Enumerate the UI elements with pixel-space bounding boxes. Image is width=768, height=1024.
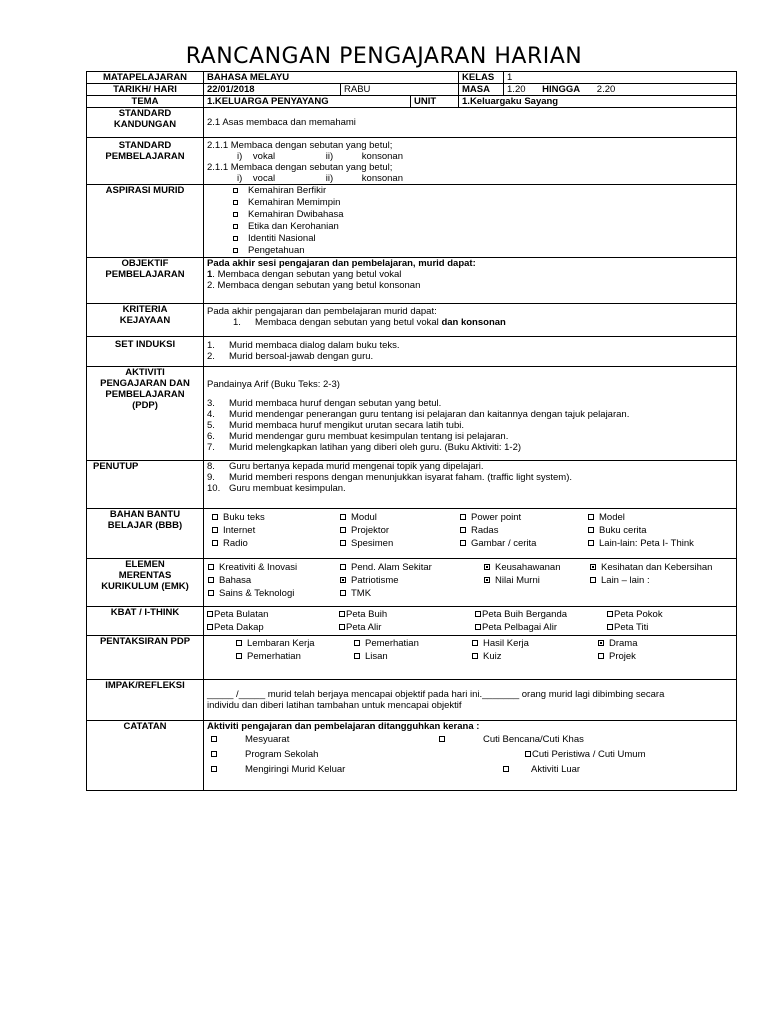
unit-value: 1.Keluargaku Sayang <box>459 96 737 108</box>
row-tema <box>87 96 737 108</box>
checkbox-icon <box>233 224 238 229</box>
checkbox-icon[interactable] <box>339 624 345 630</box>
kbat-options <box>204 607 737 636</box>
tarikh-value: 22/01/2018 <box>204 84 341 96</box>
standard-kandungan-value: 2.1 Asas membaca dan memahami <box>204 108 737 138</box>
set-induksi-list <box>204 337 737 367</box>
checkbox-option[interactable]: Peta Buih <box>339 608 475 621</box>
row-bbb <box>87 509 737 559</box>
checkbox-icon[interactable] <box>475 624 481 630</box>
checkbox-icon[interactable] <box>208 564 214 570</box>
row-set-induksi <box>87 337 737 367</box>
checkbox-option[interactable]: Radas <box>460 524 588 537</box>
checkbox-option[interactable]: Lisan <box>354 650 472 663</box>
checkbox-option[interactable]: Patriotisme <box>340 574 476 587</box>
pentaksiran-options <box>204 636 737 680</box>
checkbox-checked-icon[interactable] <box>590 564 596 570</box>
tarikh-label: TARIKH/ HARI <box>87 84 204 96</box>
checkbox-option[interactable]: Cuti Bencana/Cuti Khas <box>439 732 584 747</box>
checkbox-option[interactable]: Nilai Murni <box>484 574 590 587</box>
checkbox-icon[interactable] <box>207 611 213 617</box>
checkbox-option[interactable]: Lain – lain : <box>590 574 733 587</box>
penutup-list <box>204 461 737 509</box>
checkbox-icon[interactable] <box>460 514 466 520</box>
row-pentaksiran <box>87 636 737 680</box>
kelas-value: 1 <box>504 72 737 84</box>
standard-kandungan-label: STANDARD KANDUNGAN <box>87 108 204 138</box>
checkbox-option[interactable]: TMK <box>340 587 476 600</box>
checkbox-option[interactable]: Drama <box>598 637 733 650</box>
checkbox-option[interactable]: Lembaran Kerja <box>236 637 354 650</box>
checkbox-option[interactable]: Hasil Kerja <box>472 637 598 650</box>
checkbox-icon[interactable] <box>208 577 214 583</box>
row-emk <box>87 559 737 607</box>
checkbox-icon <box>233 248 238 253</box>
checkbox-icon[interactable] <box>503 766 509 772</box>
checkbox-option[interactable]: Projek <box>598 650 733 663</box>
checkbox-option[interactable]: Radio <box>212 537 340 550</box>
tema-label: TEMA <box>87 96 204 108</box>
aspirasi-item: Kemahiran Dwibahasa <box>233 209 733 221</box>
checkbox-icon[interactable] <box>354 640 360 646</box>
checkbox-icon[interactable] <box>211 766 217 772</box>
row-aspirasi <box>87 185 737 258</box>
impak-label: IMPAK/REFLEKSI <box>87 680 204 721</box>
checkbox-checked-icon[interactable] <box>484 564 490 570</box>
masa-cell <box>504 84 737 96</box>
checkbox-option[interactable]: Sains & Teknologi <box>208 587 340 600</box>
list-item: 3. Murid membaca huruf dengan sebutan yang betul. <box>207 398 442 409</box>
checkbox-option[interactable]: Bahasa <box>208 574 340 587</box>
checkbox-icon[interactable] <box>460 527 466 533</box>
checkbox-option[interactable]: Keusahawanan <box>484 561 590 574</box>
kbat-label: KBAT / I-THINK <box>87 607 204 636</box>
checkbox-option[interactable]: Kesihatan dan Kebersihan <box>590 561 733 574</box>
checkbox-option[interactable]: Buku teks <box>212 511 340 524</box>
checkbox-icon[interactable] <box>236 653 242 659</box>
checkbox-option[interactable]: Lain-lain: Peta I- Think <box>588 537 733 550</box>
checkbox-icon <box>233 236 238 241</box>
emk-options <box>204 559 737 607</box>
checkbox-icon[interactable] <box>607 624 613 630</box>
checkbox-icon[interactable] <box>212 527 218 533</box>
page-title: RANCANGAN PENGAJARAN HARIAN <box>185 44 583 69</box>
row-standard-kandungan <box>87 108 737 138</box>
checkbox-icon[interactable] <box>590 577 596 583</box>
masa-mula: 1.20 <box>507 84 526 95</box>
list-item: 9. Murid memberi respons dengan menunjukkan isyarat faham. (traffic light system). <box>207 472 573 483</box>
checkbox-option[interactable]: Buku cerita <box>588 524 733 537</box>
checkbox-option[interactable]: Gambar / cerita <box>460 537 588 550</box>
matapelajaran-label: MATAPELAJARAN <box>87 72 204 84</box>
lesson-plan-table <box>86 71 737 791</box>
checkbox-icon[interactable] <box>439 736 445 742</box>
row-kriteria <box>87 304 737 337</box>
standard-pembelajaran-label: STANDARD PEMBELAJARAN <box>87 138 204 185</box>
impak-value: _____ /_____ murid telah berjaya mencapai objektif pada hari ini._______ orang murid lagi dibimbing secara individu dan diberi latihan tambahan untuk mencapai objektif <box>204 680 737 721</box>
checkbox-icon[interactable] <box>212 540 218 546</box>
list-item: 1. Murid membaca dialog dalam buku teks. <box>207 340 400 351</box>
checkbox-option[interactable]: Peta Alir <box>339 621 475 634</box>
masa-tamat: 2.20 <box>596 84 616 95</box>
checkbox-icon[interactable] <box>340 564 346 570</box>
kriteria-value: Pada akhir pengajaran dan pembelajaran murid dapat: 1. Membaca dengan sebutan yang betul vokal dan konsonan <box>204 304 737 337</box>
tema-value: 1.KELUARGA PENYAYANG <box>204 96 411 108</box>
row-kbat <box>87 607 737 636</box>
checkbox-checked-icon[interactable] <box>484 577 490 583</box>
checkbox-icon[interactable] <box>607 611 613 617</box>
checkbox-icon[interactable] <box>236 640 242 646</box>
checkbox-option[interactable]: Peta Pokok <box>607 608 733 621</box>
checkbox-option[interactable]: Mesyuarat <box>211 732 289 747</box>
checkbox-icon <box>233 200 238 205</box>
aspirasi-item: Kemahiran Memimpin <box>233 197 733 209</box>
checkbox-icon[interactable] <box>525 751 531 757</box>
checkbox-option[interactable]: Peta Titi <box>607 621 733 634</box>
checkbox-option[interactable]: Internet <box>212 524 340 537</box>
list-item: 4. Murid mendengar penerangan guru tentang isi pelajaran dan kaitannya dengan tajuk pelajaran. <box>207 409 630 420</box>
objektif-label: OBJEKTIF PEMBELAJARAN <box>87 258 204 304</box>
row-objektif <box>87 258 737 304</box>
row-catatan <box>87 721 737 791</box>
catatan-label: CATATAN <box>87 721 204 791</box>
aktiviti-label: AKTIVITI PENGAJARAN DAN PEMBELAJARAN (PDP) <box>87 367 204 461</box>
checkbox-icon <box>233 188 238 193</box>
row-penutup <box>87 461 737 509</box>
row-standard-pembelajaran <box>87 138 737 185</box>
list-item: 8. Guru bertanya kepada murid mengenai topik yang dipelajari. <box>207 461 484 472</box>
list-item: 2. Murid bersoal-jawab dengan guru. <box>207 351 374 362</box>
penutup-label: PENUTUP <box>87 461 204 509</box>
row-aktiviti <box>87 367 737 461</box>
checkbox-option[interactable]: Pemerhatian <box>354 637 472 650</box>
list-item: 7. Murid melengkapkan latihan yang diberi oleh guru. (Buku Aktiviti: 1-2) <box>207 442 522 453</box>
checkbox-option[interactable]: Mengiringi Murid Keluar <box>211 762 345 777</box>
checkbox-option[interactable]: Peta Bulatan <box>207 608 339 621</box>
checkbox-option[interactable]: Peta Buih Berganda <box>475 608 607 621</box>
checkbox-option[interactable]: Peta Pelbagai Alir <box>475 621 607 634</box>
checkbox-option[interactable]: Kuiz <box>472 650 598 663</box>
checkbox-icon[interactable] <box>208 590 214 596</box>
unit-label: UNIT <box>411 96 459 108</box>
checkbox-icon[interactable] <box>354 653 360 659</box>
checkbox-checked-icon[interactable] <box>598 640 604 646</box>
checkbox-option[interactable]: Pemerhatian <box>236 650 354 663</box>
checkbox-option[interactable]: Projektor <box>340 524 460 537</box>
kriteria-label: KRITERIA KEJAYAAN <box>87 304 204 337</box>
aspirasi-item: Pengetahuan <box>233 245 733 257</box>
objektif-value: Pada akhir sesi pengajaran dan pembelajaran, murid dapat: 1. Membaca dengan sebutan yang betul vokal 2. Membaca dengan sebutan yang betul konsonan <box>204 258 737 304</box>
checkbox-option[interactable]: Aktiviti Luar <box>503 762 580 777</box>
checkbox-option[interactable]: Kreativiti & Inovasi <box>208 561 340 574</box>
kelas-label: KELAS <box>459 72 504 84</box>
checkbox-icon[interactable] <box>339 611 345 617</box>
aspirasi-item: Kemahiran Berfikir <box>233 185 733 197</box>
checkbox-icon[interactable] <box>340 540 346 546</box>
row-tarikh <box>87 84 737 96</box>
checkbox-icon[interactable] <box>472 640 478 646</box>
checkbox-option[interactable]: Power point <box>460 511 588 524</box>
aspirasi-item: Identiti Nasional <box>233 233 733 245</box>
checkbox-icon[interactable] <box>212 514 218 520</box>
checkbox-option[interactable]: Spesimen <box>340 537 460 550</box>
checkbox-icon[interactable] <box>211 736 217 742</box>
checkbox-icon <box>233 212 238 217</box>
aspirasi-label: ASPIRASI MURID <box>87 185 204 258</box>
catatan-value: Aktiviti pengajaran dan pembelajaran ditangguhkan kerana : Mesyuarat Program Sekolah Mengiringi Murid Keluar Cuti Bencana/Cuti Khas Cuti Peristiwa / Cuti Umum Aktiviti Luar <box>204 721 737 791</box>
checkbox-checked-icon[interactable] <box>340 577 346 583</box>
list-item: 6. Murid mendengar guru membuat kesimpulan tentang isi pelajaran. <box>207 431 509 442</box>
checkbox-icon[interactable] <box>340 514 346 520</box>
checkbox-icon[interactable] <box>207 624 213 630</box>
bbb-label: BAHAN BANTU BELAJAR (BBB) <box>87 509 204 559</box>
bbb-options <box>204 509 737 559</box>
list-item: 5. Murid membaca huruf mengikut urutan secara latih tubi. <box>207 420 464 431</box>
pentaksiran-label: PENTAKSIRAN PDP <box>87 636 204 680</box>
row-matapelajaran <box>87 72 737 84</box>
set-induksi-label: SET INDUKSI <box>87 337 204 367</box>
checkbox-option[interactable]: Model <box>588 511 733 524</box>
checkbox-option[interactable]: Modul <box>340 511 460 524</box>
checkbox-icon[interactable] <box>460 540 466 546</box>
checkbox-icon[interactable] <box>588 540 594 546</box>
checkbox-icon[interactable] <box>472 653 478 659</box>
row-impak <box>87 680 737 721</box>
checkbox-icon[interactable] <box>598 653 604 659</box>
checkbox-icon[interactable] <box>340 590 346 596</box>
checkbox-icon[interactable] <box>475 611 481 617</box>
emk-label: ELEMEN MERENTAS KURIKULUM (EMK) <box>87 559 204 607</box>
list-item: 10. Guru membuat kesimpulan. <box>207 483 346 494</box>
checkbox-icon[interactable] <box>340 527 346 533</box>
checkbox-option[interactable]: Peta Dakap <box>207 621 339 634</box>
standard-pembelajaran-value: 2.1.1 Membaca dengan sebutan yang betul; i) vokal ii) konsonan 2.1.1 Membaca dengan sebutan yang betul; i) vocal ii) konsonan <box>204 138 737 185</box>
checkbox-option[interactable]: Program Sekolah <box>211 747 318 762</box>
checkbox-icon[interactable] <box>588 514 594 520</box>
checkbox-option[interactable]: Cuti Peristiwa / Cuti Umum <box>525 747 646 762</box>
checkbox-icon[interactable] <box>211 751 217 757</box>
aktiviti-list: Pandainya Arif (Buku Teks: 2-3) 3. Murid membaca huruf dengan sebutan yang betul. 4. Murid mendengar penerangan guru tentang isi pelajaran dan kaitannya dengan tajuk pelajaran. 5. Murid membaca huruf mengikut urutan secara latih tubi. 6. Murid mendengar guru membuat kesimpulan tentang isi pelajaran. 7. Murid melengkapkan latihan yang diberi oleh guru. (Buku Aktiviti: 1-2) <box>204 367 737 461</box>
aspirasi-list <box>204 185 737 258</box>
aspirasi-item: Etika dan Kerohanian <box>233 221 733 233</box>
masa-label: MASA <box>459 84 504 96</box>
matapelajaran-value: BAHASA MELAYU <box>204 72 459 84</box>
checkbox-option[interactable]: Pend. Alam Sekitar <box>340 561 476 574</box>
hingga-label: HINGGA <box>542 84 581 95</box>
hari-value: RABU <box>341 84 459 96</box>
checkbox-icon[interactable] <box>588 527 594 533</box>
